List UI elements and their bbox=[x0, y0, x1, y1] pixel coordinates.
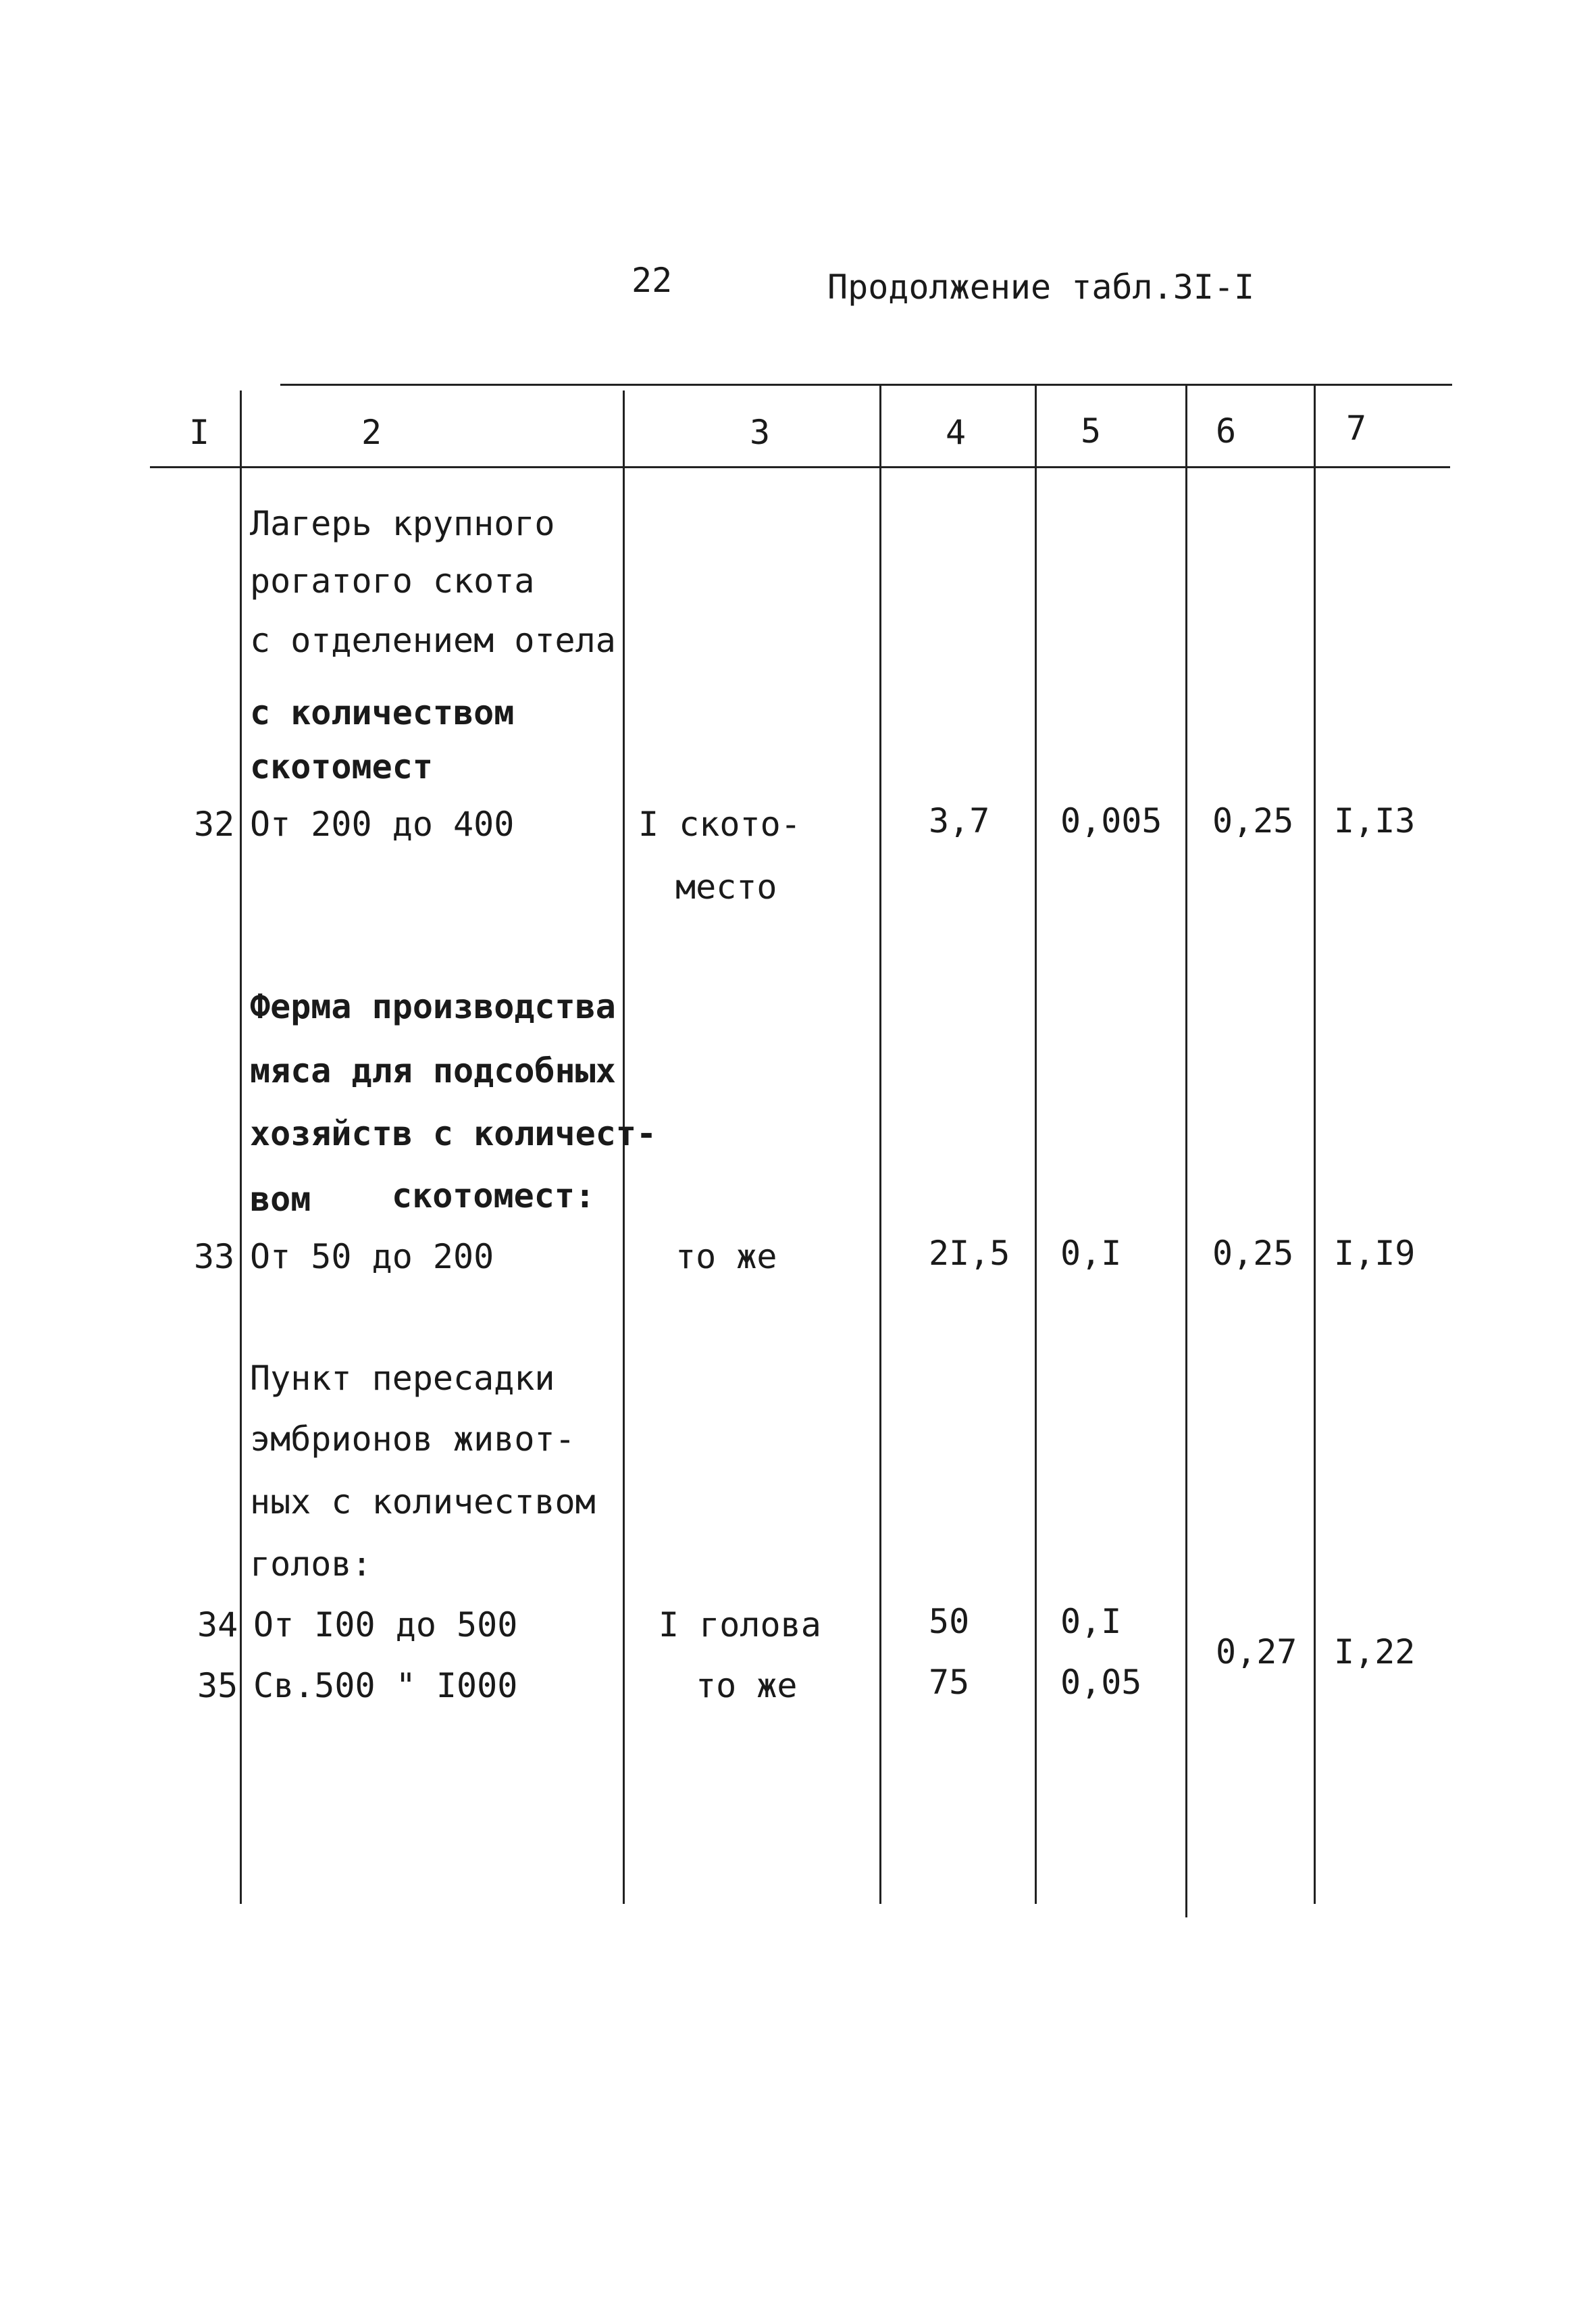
col-header-6: 6 bbox=[1216, 411, 1237, 451]
row32-col6: 0,25 bbox=[1212, 801, 1294, 840]
group2-title-line-4: вом bbox=[250, 1180, 311, 1219]
col-header-1: I bbox=[189, 413, 210, 452]
row34-col4: 50 bbox=[929, 1602, 970, 1641]
row34-col5: 0,I bbox=[1060, 1602, 1122, 1641]
col-header-3: 3 bbox=[750, 413, 771, 452]
column-divider-4 bbox=[1035, 384, 1037, 1904]
row33-col5: 0,I bbox=[1060, 1234, 1122, 1273]
row35-col5: 0,05 bbox=[1060, 1663, 1142, 1702]
col-header-4: 4 bbox=[946, 413, 967, 452]
header-bottom-rule bbox=[150, 466, 1450, 468]
row34-description: От I00 до 500 bbox=[253, 1605, 518, 1644]
row35-unit: то же bbox=[696, 1666, 798, 1705]
row33-col6: 0,25 bbox=[1212, 1234, 1294, 1273]
col-header-7: 7 bbox=[1346, 409, 1367, 448]
row33-number: 33 bbox=[194, 1237, 235, 1276]
row33-unit: то же bbox=[675, 1237, 777, 1276]
group3-title-line-4: голов: bbox=[250, 1544, 372, 1584]
column-divider-5 bbox=[1185, 384, 1187, 1917]
row35-col4: 75 bbox=[929, 1663, 970, 1702]
row34-35-col6: 0,27 bbox=[1216, 1632, 1297, 1671]
row32-col5: 0,005 bbox=[1060, 801, 1162, 840]
group1-title-line-2: рогатого скота bbox=[250, 561, 535, 601]
row32-description: От 200 до 400 bbox=[250, 805, 515, 844]
row34-unit: I голова bbox=[659, 1605, 821, 1644]
group2-title-line-5: скотомест: bbox=[392, 1176, 596, 1215]
column-divider-6 bbox=[1314, 384, 1316, 1904]
row32-unit-line-2: место bbox=[675, 867, 777, 907]
table-top-rule bbox=[280, 384, 1452, 386]
row33-col7: I,I9 bbox=[1334, 1234, 1416, 1273]
row32-number: 32 bbox=[194, 805, 235, 844]
row33-col4: 2I,5 bbox=[929, 1234, 1010, 1273]
row35-description: Св.500 " I000 bbox=[253, 1666, 518, 1705]
group3-title-line-3: ных с количеством bbox=[250, 1482, 596, 1521]
group1-title-line-1: Лагерь крупного bbox=[250, 504, 555, 543]
group1-qty-line-1: с количеством bbox=[250, 693, 515, 732]
row34-35-col7: I,22 bbox=[1334, 1632, 1416, 1671]
group1-title-line-3: с отделением отела bbox=[250, 621, 616, 660]
row33-description: От 50 до 200 bbox=[250, 1237, 494, 1276]
col-header-2: 2 bbox=[361, 413, 382, 452]
continuation-caption: Продолжение табл.3I-I bbox=[827, 268, 1255, 307]
group2-title-line-3: хозяйств с количест- bbox=[250, 1114, 657, 1153]
row32-col4: 3,7 bbox=[929, 801, 990, 840]
column-divider-3 bbox=[879, 384, 881, 1904]
row32-unit-line-1: I ското- bbox=[638, 805, 801, 844]
column-divider-1 bbox=[240, 391, 242, 1904]
group1-qty-line-2: скотомест bbox=[250, 747, 433, 786]
group3-title-line-2: эмбрионов живот- bbox=[250, 1419, 575, 1459]
row34-number: 34 bbox=[197, 1605, 238, 1644]
row35-number: 35 bbox=[197, 1666, 238, 1705]
row32-col7: I,I3 bbox=[1334, 801, 1416, 840]
group2-title-line-2: мяса для подсобных bbox=[250, 1051, 616, 1090]
group2-title-line-1: Ферма производства bbox=[250, 987, 616, 1026]
col-header-5: 5 bbox=[1081, 411, 1102, 451]
group3-title-line-1: Пункт пересадки bbox=[250, 1359, 555, 1398]
page-number: 22 bbox=[632, 261, 673, 300]
